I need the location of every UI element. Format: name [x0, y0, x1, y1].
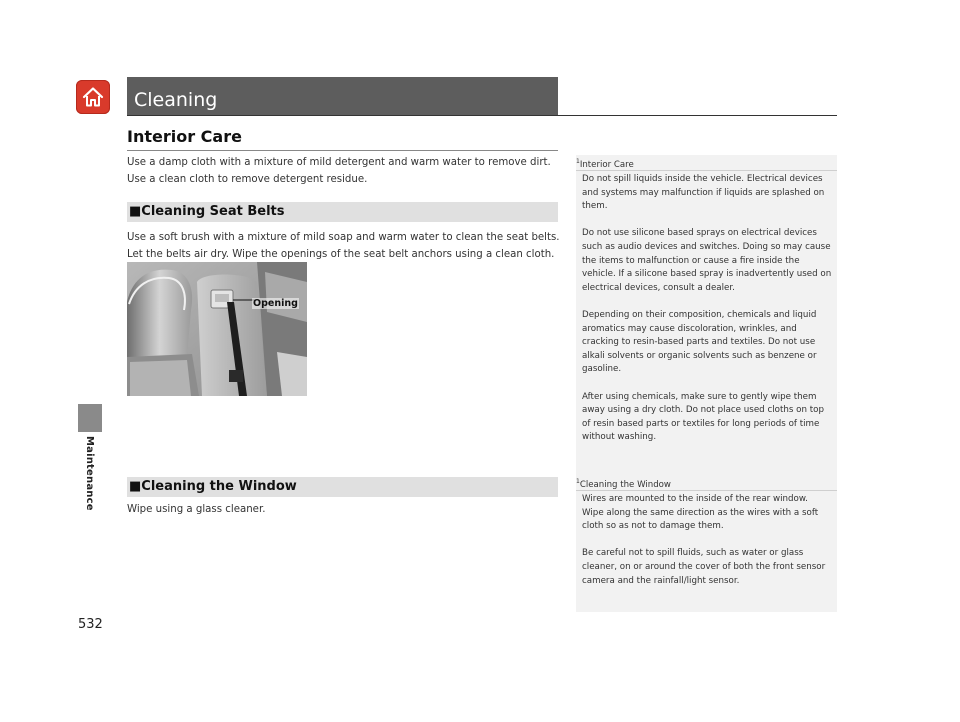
page-number: 532 [78, 617, 103, 632]
home-icon [81, 85, 105, 109]
note-paragraph: Be careful not to spill fluids, such as water or glass cleaner, on or around the cover of both the front sensor camera and the rainfall/light sensor. [582, 548, 826, 586]
note-paragraph: Wires are mounted to the inside of the rear window. Wipe along the same direction as the wires with a soft cloth so as not to damage them. [582, 494, 819, 532]
note-paragraph: After using chemicals, make sure to gently wipe them away using a dry cloth. Do not place used cloths on top of resin based parts or textiles for long periods of time without washing. [582, 391, 824, 443]
note-title-text: Interior Care [579, 159, 634, 170]
seat-belt-illustration [127, 262, 307, 396]
note-ref: 1 [576, 158, 580, 165]
window-heading [127, 477, 558, 497]
title-divider [127, 115, 837, 116]
note-interior-care-body [582, 173, 832, 445]
seat-belts-heading [127, 202, 558, 222]
page-title-bar [127, 77, 558, 115]
chapter-label: Maintenance [84, 436, 95, 511]
note-paragraph: Do not use silicone based sprays on electrical devices such as audio devices and switches. Doing so may cause the items to malfunction or cause a fire inside the vehicle. If a silicone based spray is inadvertently used on electrical devices, consult a dealer. [582, 228, 832, 293]
note-title-text: Cleaning the Window [579, 479, 671, 490]
page-title: Cleaning [134, 89, 218, 111]
note-ref: 1 [576, 478, 580, 485]
section-divider [127, 150, 558, 151]
seat-belt-drawing [127, 262, 307, 396]
note-window-body [582, 493, 832, 588]
note-divider [576, 170, 837, 171]
window-text: Wipe using a glass cleaner. [127, 504, 266, 515]
seat-belts-heading-text: ■Cleaning Seat Belts [129, 204, 285, 219]
home-button[interactable] [76, 80, 110, 114]
opening-callout: Opening [253, 298, 298, 309]
note-interior-care-title [576, 158, 634, 170]
chapter-tab[interactable] [78, 404, 102, 432]
intro-text: Use a damp cloth with a mixture of mild detergent and warm water to remove dirt. Use a clean cloth to remove detergent residue. [127, 157, 551, 185]
note-paragraph: Do not spill liquids inside the vehicle. Electrical devices and systems may malfunction if liquids are splashed on them. [582, 174, 825, 212]
section-heading: Interior Care [127, 127, 242, 146]
note-window-title [576, 478, 671, 490]
seat-belts-text: Use a soft brush with a mixture of mild soap and warm water to clean the seat belts. Let the belts air dry. Wipe the openings of the seat belt anchors using a clean cloth. [127, 232, 560, 260]
note-paragraph: Depending on their composition, chemicals and liquid aromatics may cause discoloration, wrinkles, and cracking to resin-based parts and textiles. Do not use alkali solvents or organic solvents such as benzene or gasoline. [582, 309, 817, 375]
window-heading-text: ■Cleaning the Window [129, 479, 297, 494]
note-divider [576, 490, 837, 491]
